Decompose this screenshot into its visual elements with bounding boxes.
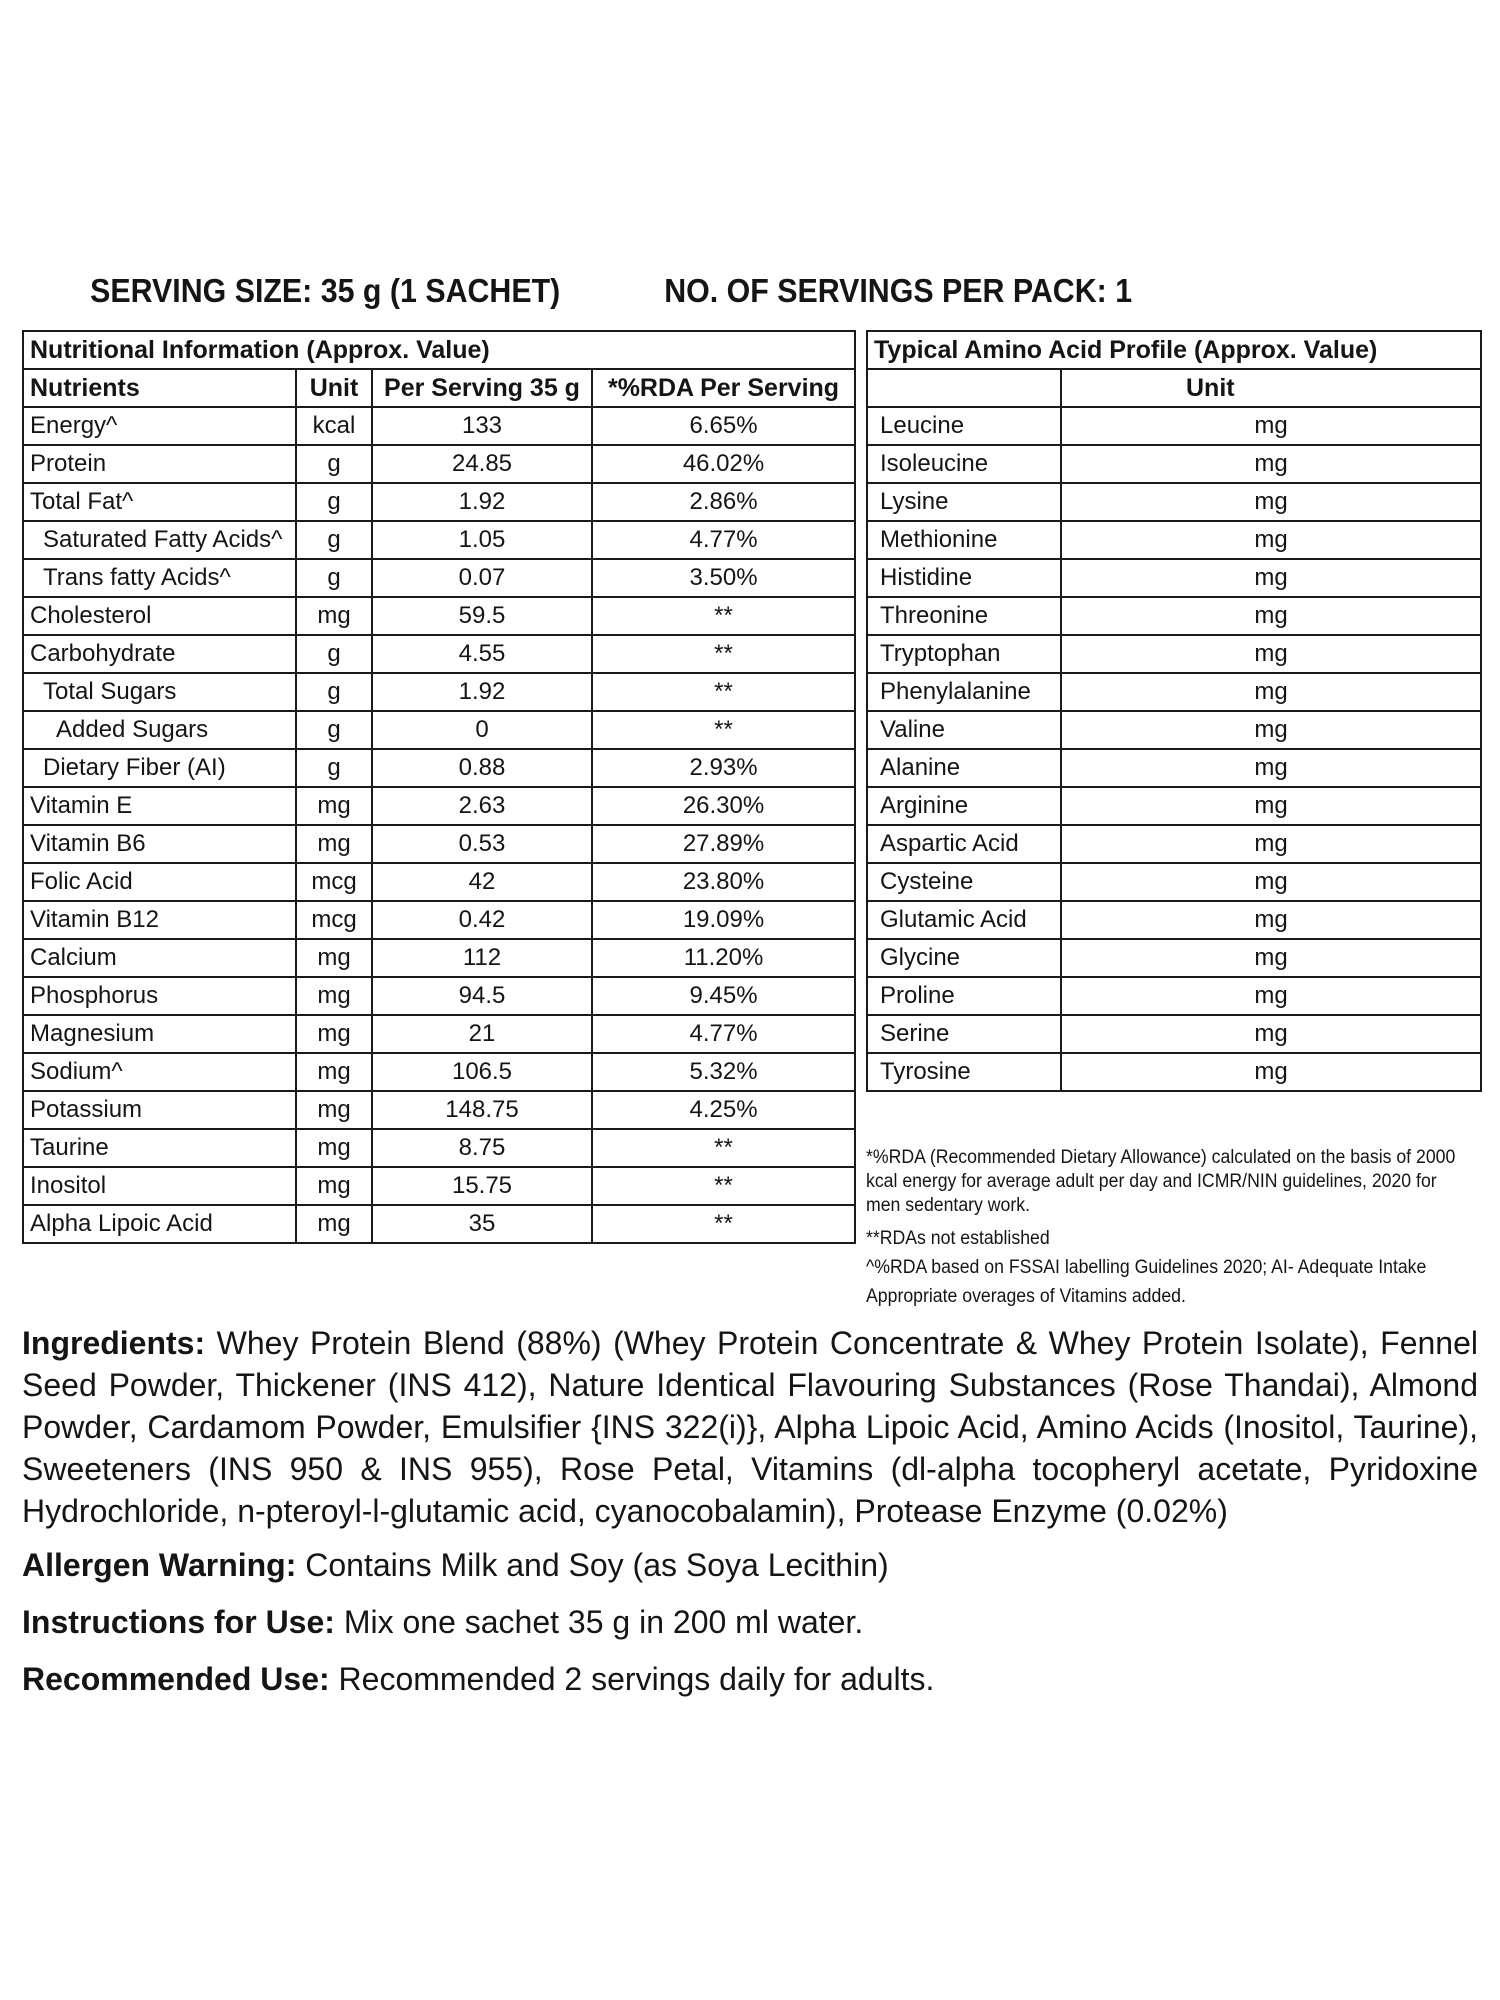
nutrient-unit: g (296, 711, 372, 749)
nutrient-value: 0.42 (372, 901, 592, 939)
amino-title: Typical Amino Acid Profile (Approx. Value) (867, 331, 1481, 369)
recommended-use (22, 1659, 1478, 1699)
nutrient-name: Folic Acid (23, 863, 296, 901)
amino-unit: mg (1061, 825, 1481, 863)
nutrient-unit: g (296, 521, 372, 559)
nutrition-row (23, 521, 855, 559)
nutrition-row (23, 1167, 855, 1205)
nutrient-rda: 27.89% (592, 825, 855, 863)
nutrition-header-row (23, 369, 855, 407)
ingredients-label: Ingredients: (22, 1325, 206, 1361)
nutrition-row (23, 939, 855, 977)
nutrient-rda: 9.45% (592, 977, 855, 1015)
nutrient-value: 35 (372, 1205, 592, 1243)
amino-row (867, 1015, 1481, 1053)
nutrient-rda: 2.86% (592, 483, 855, 521)
serving-size: SERVING SIZE: 35 g (1 SACHET) (90, 272, 561, 309)
amino-row (867, 483, 1481, 521)
nutrition-row (23, 1129, 855, 1167)
nutrient-unit: mg (296, 977, 372, 1015)
nutrient-name: Alpha Lipoic Acid (23, 1205, 296, 1243)
recommended-label: Recommended Use: (22, 1661, 330, 1697)
amino-unit: mg (1061, 673, 1481, 711)
nutrient-unit: g (296, 673, 372, 711)
nutrient-value: 8.75 (372, 1129, 592, 1167)
nutrition-title: Nutritional Information (Approx. Value) (23, 331, 855, 369)
nutrient-name: Phosphorus (23, 977, 296, 1015)
amino-row (867, 597, 1481, 635)
amino-unit: mg (1061, 901, 1481, 939)
nutrient-name: Sodium^ (23, 1053, 296, 1091)
nutrient-unit: g (296, 445, 372, 483)
amino-name: Glycine (867, 939, 1061, 977)
nutrient-unit: mg (296, 825, 372, 863)
amino-row (867, 559, 1481, 597)
nutrient-rda: 4.25% (592, 1091, 855, 1129)
nutrient-unit: g (296, 635, 372, 673)
nutrient-unit: mg (296, 1167, 372, 1205)
amino-name: Valine (867, 711, 1061, 749)
nutrient-name: Saturated Fatty Acids^ (23, 521, 296, 559)
amino-name: Cysteine (867, 863, 1061, 901)
amino-row (867, 445, 1481, 483)
nutrient-value: 59.5 (372, 597, 592, 635)
nutrient-unit: mcg (296, 863, 372, 901)
nutrition-row (23, 483, 855, 521)
nutrition-row (23, 749, 855, 787)
nutrient-value: 15.75 (372, 1167, 592, 1205)
nutrient-name: Vitamin B6 (23, 825, 296, 863)
nutrient-value: 0.07 (372, 559, 592, 597)
nutrient-rda: 5.32% (592, 1053, 855, 1091)
nutrient-value: 0.88 (372, 749, 592, 787)
amino-unit: mg (1061, 1053, 1481, 1091)
nutrition-row (23, 977, 855, 1015)
nutrient-name: Protein (23, 445, 296, 483)
nutrient-value: 148.75 (372, 1091, 592, 1129)
servings-per-pack: NO. OF SERVINGS PER PACK: 1 (664, 272, 1133, 309)
nutrient-name: Carbohydrate (23, 635, 296, 673)
amino-name: Methionine (867, 521, 1061, 559)
column-header: *%RDA Per Serving (592, 369, 855, 407)
nutrient-rda: 6.65% (592, 407, 855, 445)
nutrient-unit: mg (296, 787, 372, 825)
nutrient-rda: ** (592, 1205, 855, 1243)
instructions-label: Instructions for Use: (22, 1604, 335, 1640)
amino-unit: mg (1061, 559, 1481, 597)
nutrition-row (23, 825, 855, 863)
amino-name: Isoleucine (867, 445, 1061, 483)
amino-unit: mg (1061, 1015, 1481, 1053)
amino-row (867, 749, 1481, 787)
nutrient-unit: mg (296, 1091, 372, 1129)
amino-name: Serine (867, 1015, 1061, 1053)
amino-name: Lysine (867, 483, 1061, 521)
amino-name: Proline (867, 977, 1061, 1015)
nutrient-rda: ** (592, 1129, 855, 1167)
amino-unit-header: Unit (1061, 369, 1481, 407)
nutrition-row (23, 1053, 855, 1091)
nutrient-name: Dietary Fiber (AI) (23, 749, 296, 787)
amino-name-header (867, 369, 1061, 407)
amino-row (867, 977, 1481, 1015)
allergen-text: Contains Milk and Soy (as Soya Lecithin) (305, 1547, 889, 1583)
nutrient-unit: mg (296, 1129, 372, 1167)
nutrition-row (23, 407, 855, 445)
rda-not-established-note: **RDAs not established (866, 1228, 1050, 1249)
instructions-text: Mix one sachet 35 g in 200 ml water. (343, 1604, 864, 1640)
nutrient-name: Cholesterol (23, 597, 296, 635)
nutrient-value: 24.85 (372, 445, 592, 483)
nutrition-row (23, 787, 855, 825)
nutrition-table (22, 330, 856, 1244)
nutrition-title-row (23, 331, 855, 369)
amino-name: Tyrosine (867, 1053, 1061, 1091)
amino-header-row (867, 369, 1481, 407)
nutrition-row (23, 901, 855, 939)
nutrition-row (23, 559, 855, 597)
amino-row (867, 939, 1481, 977)
nutrient-unit: mg (296, 1053, 372, 1091)
nutrition-row (23, 1205, 855, 1243)
column-header: Nutrients (23, 369, 296, 407)
nutrient-name: Trans fatty Acids^ (23, 559, 296, 597)
nutrient-name: Total Fat^ (23, 483, 296, 521)
nutrient-unit: mg (296, 597, 372, 635)
nutrient-rda: 3.50% (592, 559, 855, 597)
overages-note: Appropriate overages of Vitamins added. (866, 1286, 1186, 1307)
nutrient-name: Energy^ (23, 407, 296, 445)
amino-row (867, 635, 1481, 673)
amino-row (867, 673, 1481, 711)
nutrient-rda: ** (592, 635, 855, 673)
nutrient-value: 0 (372, 711, 592, 749)
nutrient-value: 21 (372, 1015, 592, 1053)
amino-unit: mg (1061, 597, 1481, 635)
nutrient-name: Vitamin B12 (23, 901, 296, 939)
nutrient-rda: ** (592, 673, 855, 711)
nutrient-name: Potassium (23, 1091, 296, 1129)
nutrient-value: 112 (372, 939, 592, 977)
nutrient-value: 42 (372, 863, 592, 901)
nutrient-rda: ** (592, 597, 855, 635)
amino-acid-table (866, 330, 1482, 1092)
amino-unit: mg (1061, 863, 1481, 901)
amino-unit: mg (1061, 445, 1481, 483)
amino-name: Histidine (867, 559, 1061, 597)
nutrient-unit: g (296, 483, 372, 521)
nutrient-unit: kcal (296, 407, 372, 445)
nutrient-unit: mcg (296, 901, 372, 939)
nutrient-name: Calcium (23, 939, 296, 977)
nutrition-row (23, 445, 855, 483)
amino-name: Phenylalanine (867, 673, 1061, 711)
nutrition-rows (23, 407, 855, 1243)
nutrition-row (23, 673, 855, 711)
nutrition-row (23, 1015, 855, 1053)
nutrient-value: 94.5 (372, 977, 592, 1015)
amino-name: Arginine (867, 787, 1061, 825)
nutrient-rda: 4.77% (592, 1015, 855, 1053)
nutrient-value: 1.92 (372, 483, 592, 521)
nutrient-value: 133 (372, 407, 592, 445)
amino-row (867, 863, 1481, 901)
nutrition-row (23, 711, 855, 749)
nutrient-name: Inositol (23, 1167, 296, 1205)
amino-name: Aspartic Acid (867, 825, 1061, 863)
allergen-label: Allergen Warning: (22, 1547, 297, 1583)
nutrient-name: Taurine (23, 1129, 296, 1167)
nutrition-row (23, 863, 855, 901)
nutrition-row (23, 635, 855, 673)
allergen-warning (22, 1545, 1478, 1585)
nutrient-unit: mg (296, 1205, 372, 1243)
nutrient-rda: 19.09% (592, 901, 855, 939)
nutrient-value: 0.53 (372, 825, 592, 863)
ingredients-paragraph (22, 1322, 1478, 1532)
footnotes (866, 1146, 1486, 1311)
nutrient-unit: mg (296, 1015, 372, 1053)
amino-unit: mg (1061, 787, 1481, 825)
fssai-note: ^%RDA based on FSSAI labelling Guidelines 2020; AI- Adequate Intake (866, 1257, 1427, 1278)
amino-row (867, 1053, 1481, 1091)
nutrient-rda: 26.30% (592, 787, 855, 825)
nutrient-rda: 46.02% (592, 445, 855, 483)
nutrient-value: 106.5 (372, 1053, 592, 1091)
nutrient-name: Vitamin E (23, 787, 296, 825)
nutrition-row (23, 597, 855, 635)
rda-note: *%RDA (Recommended Dietary Allowance) calculated on the basis of 2000 kcal energy for average adult per day and ICMR/NIN guidelines, 2020 for men sedentary work. (866, 1147, 1456, 1216)
nutrient-name: Total Sugars (23, 673, 296, 711)
nutrient-rda: 2.93% (592, 749, 855, 787)
amino-name: Glutamic Acid (867, 901, 1061, 939)
nutrient-name: Added Sugars (23, 711, 296, 749)
column-header: Per Serving 35 g (372, 369, 592, 407)
amino-unit: mg (1061, 977, 1481, 1015)
serving-header (0, 272, 1380, 312)
nutrient-rda: 4.77% (592, 521, 855, 559)
amino-unit: mg (1061, 711, 1481, 749)
amino-row (867, 787, 1481, 825)
nutrient-unit: g (296, 749, 372, 787)
amino-rows (867, 407, 1481, 1091)
recommended-text: Recommended 2 servings daily for adults. (338, 1661, 935, 1697)
amino-unit: mg (1061, 749, 1481, 787)
amino-name: Tryptophan (867, 635, 1061, 673)
nutrition-row (23, 1091, 855, 1129)
ingredients-text: Whey Protein Blend (88%) (Whey Protein Concentrate & Whey Protein Isolate), Fennel Seed Powder, Thickener (INS 412), Nature Identical Flavouring Substances (Rose Thandai), Almond Powder, Cardamom Powder, Emulsifier {INS 322(i)}, Alpha Lipoic Acid, Amino Acids (Inositol, Taurine), Sweeteners (INS 950 & INS 955), Rose Petal, Vitamins (dl-alpha tocopheryl acetate, Pyridoxine Hydrochloride, n-pteroyl-l-glutamic acid, cyanocobalamin), Protease Enzyme (0.02%) (22, 1325, 1479, 1529)
nutrient-rda: ** (592, 1167, 855, 1205)
nutrient-value: 1.05 (372, 521, 592, 559)
amino-unit: mg (1061, 483, 1481, 521)
amino-unit: mg (1061, 407, 1481, 445)
amino-unit: mg (1061, 521, 1481, 559)
nutrient-name: Magnesium (23, 1015, 296, 1053)
nutrient-value: 1.92 (372, 673, 592, 711)
nutrient-rda: 11.20% (592, 939, 855, 977)
nutrient-rda: 23.80% (592, 863, 855, 901)
amino-row (867, 901, 1481, 939)
amino-name: Threonine (867, 597, 1061, 635)
amino-name: Leucine (867, 407, 1061, 445)
nutrient-unit: mg (296, 939, 372, 977)
amino-row (867, 825, 1481, 863)
amino-row (867, 521, 1481, 559)
nutrient-value: 4.55 (372, 635, 592, 673)
column-header: Unit (296, 369, 372, 407)
amino-row (867, 711, 1481, 749)
instructions-for-use (22, 1602, 1478, 1642)
nutrient-value: 2.63 (372, 787, 592, 825)
nutrient-rda: ** (592, 711, 855, 749)
amino-name: Alanine (867, 749, 1061, 787)
amino-unit: mg (1061, 635, 1481, 673)
amino-row (867, 407, 1481, 445)
nutrient-unit: g (296, 559, 372, 597)
amino-unit: mg (1061, 939, 1481, 977)
amino-title-row (867, 331, 1481, 369)
